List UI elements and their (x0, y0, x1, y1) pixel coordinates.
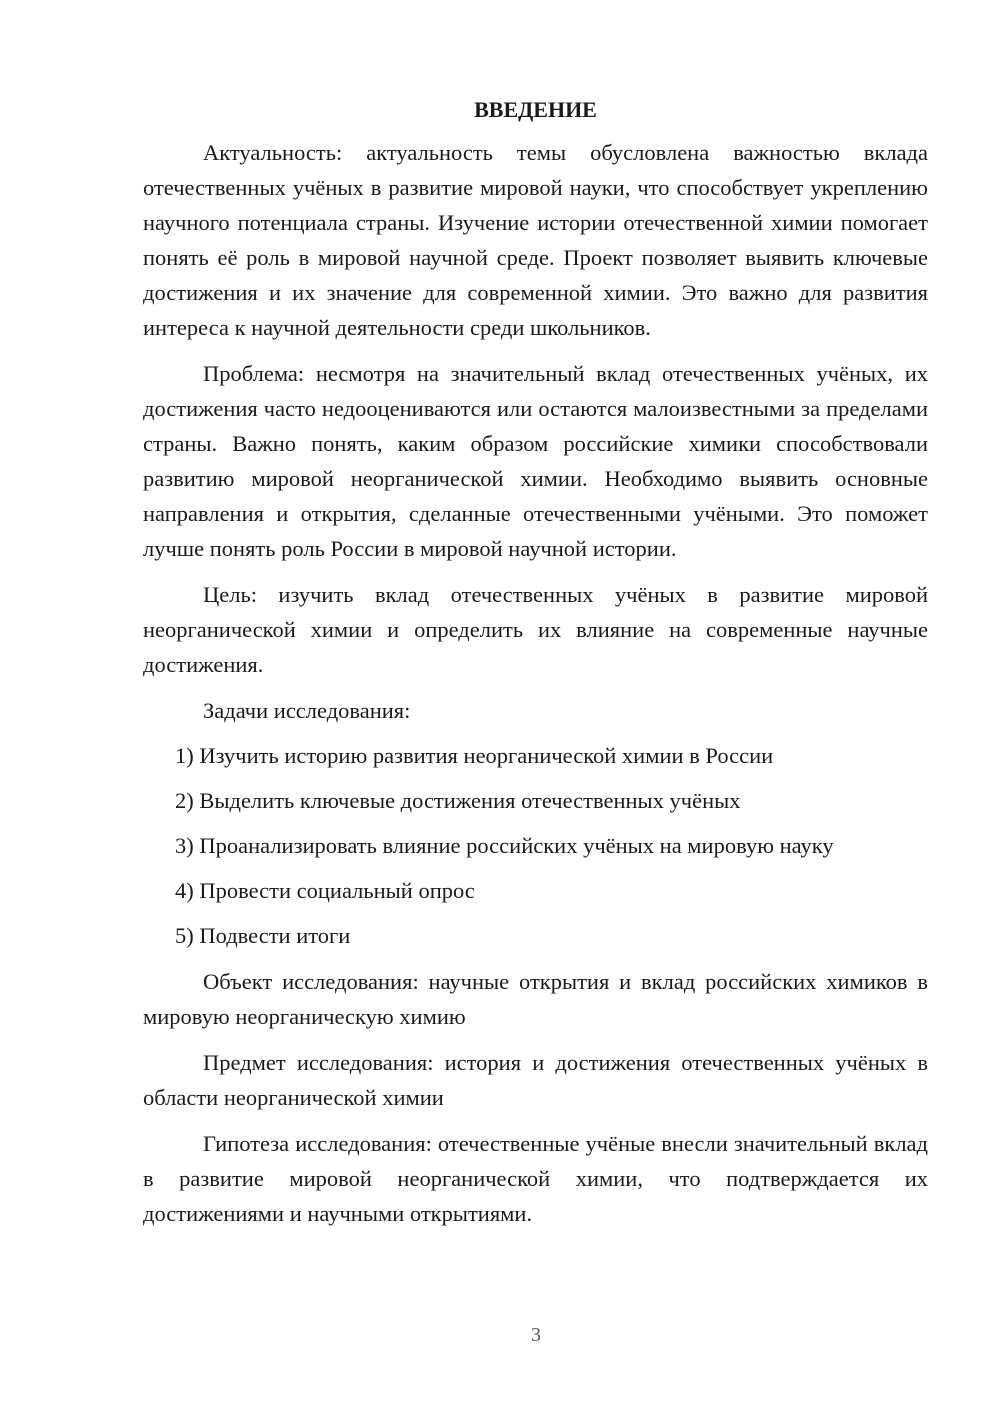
paragraph-object: Объект исследования: научные открытия и вклад российских химиков в мировую неорганическую химию (143, 969, 928, 1029)
tasks-list (143, 738, 928, 953)
paragraph-relevance: Актуальность: актуальность темы обусловлена важностью вклада отечественных учёных в развитие мировой науки, что способствует укреплению научного потенциала страны. Изучение истории отечественной химии помогает понять её роль в мировой научной среде. Проект позволяет выявить ключевые достижения и их значение для современной химии. Это важно для развития интереса к научной деятельности среди школьников. (143, 140, 928, 340)
page-number: 3 (531, 1324, 541, 1346)
list-item: 5) Подвести итоги (175, 923, 351, 948)
list-item: 3) Проанализировать влияние российских учёных на мировую науку (175, 833, 834, 858)
document-page (143, 92, 928, 1231)
paragraph-subject: Предмет исследования: история и достижения отечественных учёных в области неорганической химии (143, 1050, 928, 1110)
list-item: 2) Выделить ключевые достижения отечественных учёных (175, 788, 741, 813)
list-item: 1) Изучить историю развития неорганической химии в России (175, 743, 774, 768)
paragraph-hypothesis: Гипотеза исследования: отечественные учёные внесли значительный вклад в развитие мировой неорганической химии, что подтверждается их достижениями и научными открытиями. (143, 1131, 928, 1226)
paragraph-goal: Цель: изучить вклад отечественных учёных в развитие мировой неорганической химии и определить их влияние на современные научные достижения. (143, 582, 928, 677)
tasks-heading: Задачи исследования: (203, 698, 411, 723)
list-item: 4) Провести социальный опрос (175, 878, 475, 903)
page-title: ВВЕДЕНИЕ (474, 97, 597, 122)
paragraph-problem: Проблема: несмотря на значительный вклад отечественных учёных, их достижения часто недооцениваются или остаются малоизвестными за пределами страны. Важно понять, каким образом российские химики способствовали развитию мировой неорганической химии. Необходимо выявить основные направления и открытия, сделанные отечественными учёными. Это поможет лучше понять роль России в мировой научной истории. (143, 361, 928, 561)
